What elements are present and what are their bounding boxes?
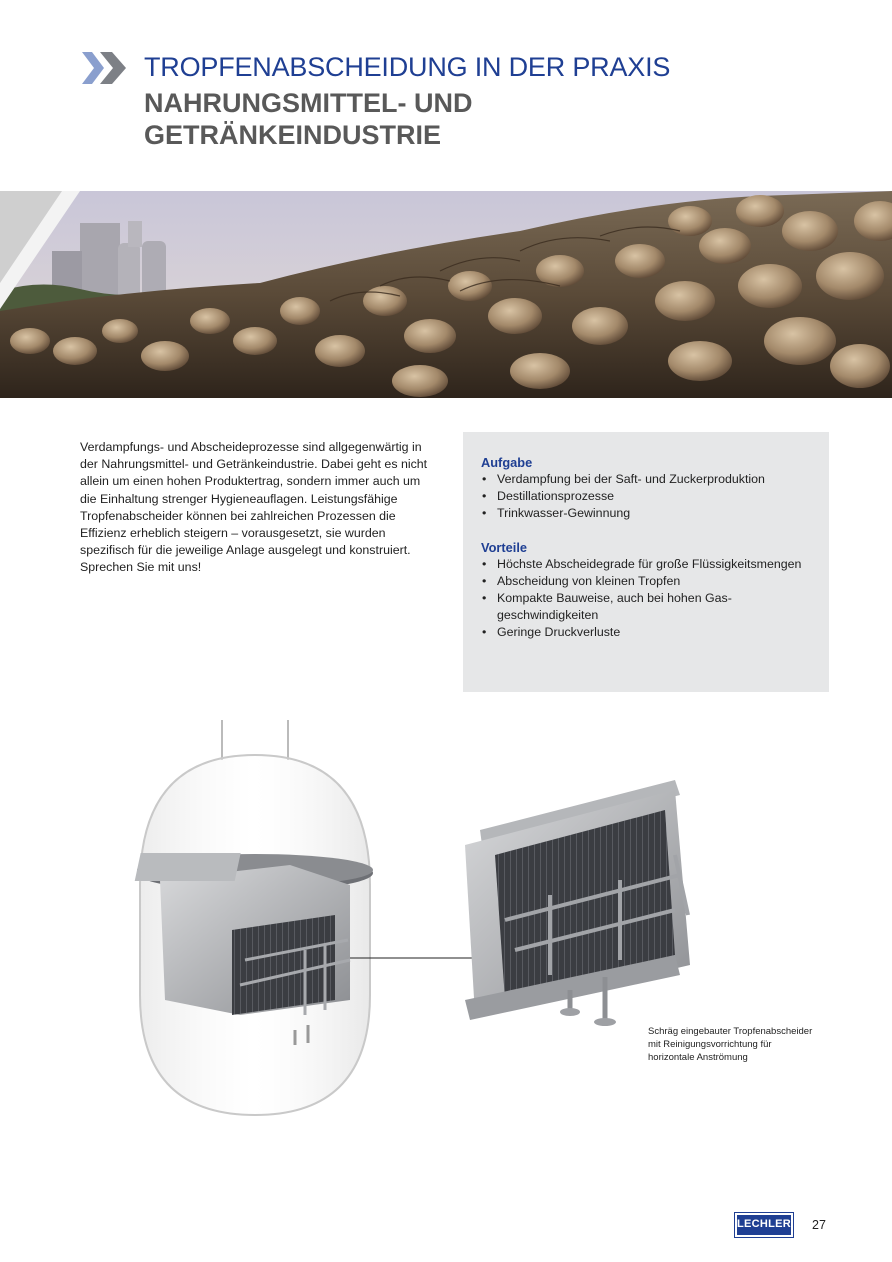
logo-text: LECHLER xyxy=(737,1215,791,1235)
page-title: TROPFENABSCHEIDUNG IN DER PRAXIS xyxy=(144,52,671,82)
intro-paragraph: Verdampfungs- und Abscheideprozesse sind allgegenwärtig in der Nahrungsmittel- und Getränkeindustrie. Dabei geht es nicht allein um einen hohen Produktertrag, sondern immer auch um die Einhaltung strenger Hygieneauflagen. Leistungsfähige Tropfenabscheider können bei zahlreichen Prozessen die Effizienz erheblich steigern – vorausgesetzt, sie wurden spezifisch für die jeweilige Anlage ausgelegt und konstruiert. Sprechen Sie mit uns! xyxy=(80,440,428,575)
list-item: • Destillationsprozesse xyxy=(481,488,811,505)
hero-image xyxy=(0,191,892,398)
vorteile-list xyxy=(481,556,811,642)
page-subtitle: NAHRUNGSMITTEL- UND GETRÄNKEINDUSTRIE xyxy=(144,88,473,150)
chevron-right-icon xyxy=(82,50,130,86)
list-item: • Abscheidung von kleinen Tropfen xyxy=(481,573,811,590)
list-item: • Verdampfung bei der Saft- und Zuckerproduktion xyxy=(481,471,811,488)
aufgabe-list xyxy=(481,471,811,523)
page-number: 27 xyxy=(812,1218,826,1232)
list-item: • Geringe Druckverluste xyxy=(481,624,811,641)
vorteile-heading: Vorteile xyxy=(481,539,527,555)
info-box xyxy=(463,432,829,692)
aufgabe-heading: Aufgabe xyxy=(481,455,533,470)
list-item: • Höchste Abscheidegrade für große Flüssigkeitsmengen xyxy=(481,556,811,573)
list-item: • Kompakte Bauweise, auch bei hohen Gasgeschwindigkeiten xyxy=(481,590,811,624)
list-item: • Trinkwasser-Gewinnung xyxy=(481,505,811,522)
lechler-logo xyxy=(734,1212,794,1238)
product-illustration xyxy=(120,715,720,1135)
figure-caption: Schräg eingebauter Tropfenabscheider mit Reinigungsvorrichtung für horizontale Anströmung xyxy=(648,1026,813,1063)
